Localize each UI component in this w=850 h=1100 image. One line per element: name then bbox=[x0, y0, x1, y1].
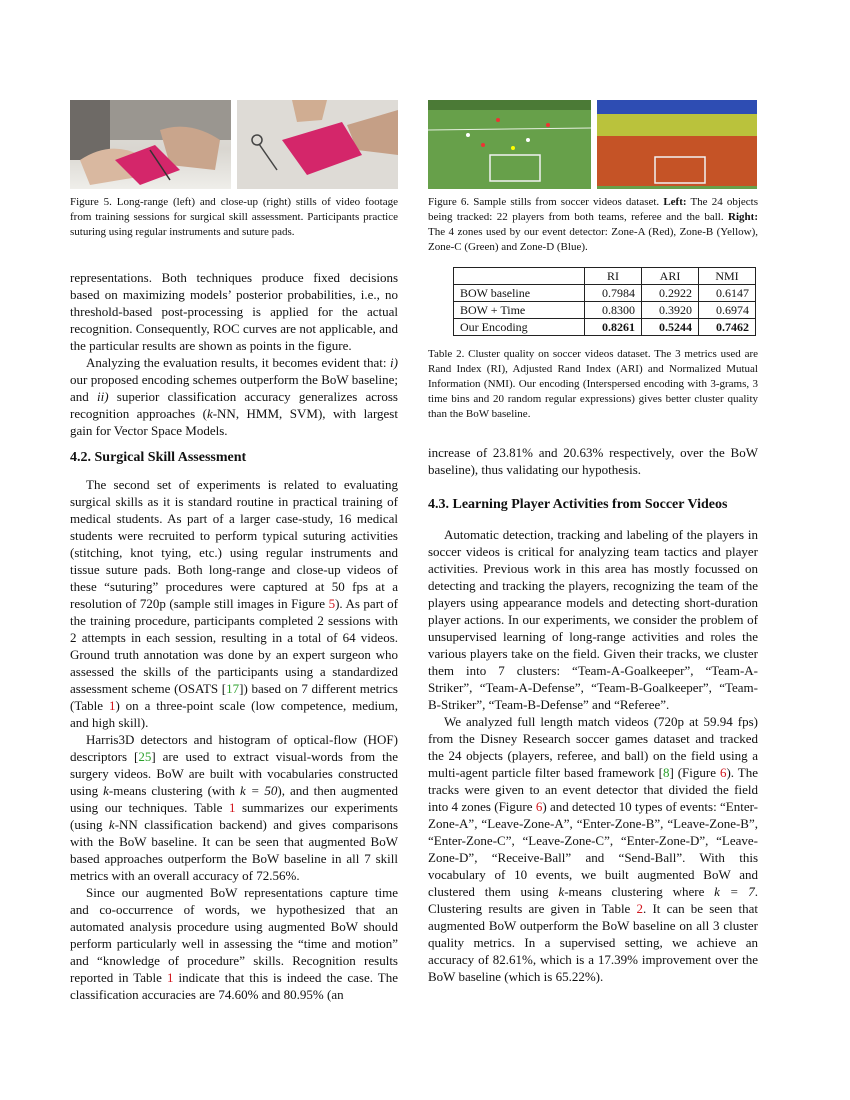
table-cell-nmi: 0.6974 bbox=[699, 302, 756, 319]
table-ref-link[interactable]: 1 bbox=[228, 800, 236, 815]
figure6-right-image bbox=[597, 100, 757, 189]
table-row bbox=[454, 319, 756, 336]
table-cell-ri: 0.8300 bbox=[585, 302, 642, 319]
table-header-cell: RI bbox=[585, 268, 642, 285]
left-column-bottom bbox=[70, 476, 398, 1003]
section-heading-4-2: 4.2. Surgical Skill Assessment bbox=[70, 450, 247, 465]
table-ref-link[interactable]: 1 bbox=[166, 970, 174, 985]
table-row bbox=[454, 302, 756, 319]
figure-ref-link[interactable]: 6 bbox=[535, 799, 543, 814]
figure-ref-link[interactable]: 5 bbox=[328, 596, 336, 611]
table-header-cell bbox=[454, 268, 585, 285]
paragraph-soccer-analysis: We analyzed full length match videos (720p at 59.94 fps) from the Disney Research soccer games dataset and tracked the 24 objects (players, referee, and ball) on the field using a multi-agent particle filter based framework [8] (Figure 6). The tracks were given to an event detector that divided the field into 4 zones (Figure 6) and detected 10 types of events: “Enter-Zone-A”, “Leave-Zone-A”, “Enter-Zone-B”, “Leave-Zone-B”, “Enter-Zone-C”, “Leave-Zone-C”, “Enter-Zone-D”, “Leave-Zone-D”, “Receive-Ball” and “Send-Ball”. With this vocabulary of 10 events, we built augmented BoW and clustered them using k-means clustering where k = 7. Clustering results are given in Table 2. It can be seen that augmented BoW outperform the BoW baseline on all 3 cluster quality metrics. In a supervised setting, we achieve an accuracy of 82.61%, which is a 17.39% improvement over the BoW baseline (which is 65.22%). bbox=[428, 714, 759, 984]
table-row-name: BOW + Time bbox=[454, 302, 585, 319]
paragraph-surgical-setup: The second set of experiments is related to evaluating surgical skills as it is standard routine in practical training of medical students. As part of a larger case-study, 16 medical students were recruited to perform typical suturing activities (stitching, knot tying, etc.) using regular instruments and tissue suture pads. Both long-range and close-up videos of these “suturing” procedures were captured at 50 fps at a resolution of 720p (sample still images in Figure 5). As part of the training procedure, participants completed 2 sessions with 2 attempts in each session, resulting in a total of 64 videos. Ground truth annotation was done by an expert surgeon who assessed the skills of the participants using a standardized assessment scheme (OSATS [17]) based on 7 different metrics (Table 1) on a three-point scale (low competence, medium, and high skill). bbox=[70, 477, 398, 730]
table-cell-nmi: 0.6147 bbox=[699, 285, 756, 302]
table-ref-link[interactable]: 1 bbox=[108, 698, 116, 713]
table-row bbox=[454, 285, 756, 302]
section-heading-4-3: 4.3. Learning Player Activities from Soccer Videos bbox=[428, 497, 728, 512]
figure5-right-image bbox=[237, 100, 398, 189]
table-header-row bbox=[454, 268, 756, 285]
table-row-name: BOW baseline bbox=[454, 285, 585, 302]
table-cell-ri: 0.8261 bbox=[585, 319, 642, 336]
paragraph-harris3d: Harris3D detectors and histogram of optical-flow (HOF) descriptors [25] are used to extract visual-words from the surgery videos. BoW are built with vocabularies constructed using k-means clustering (with k = 50), and then augmented using our techniques. Table 1 summarizes our experiments (using k-NN classification backend) and gives comparisons with the BoW baseline. It can be seen that augmented BoW based approaches outperform the BoW baseline in all 7 skill metrics with an overall accuracy of 72.56%. bbox=[70, 732, 399, 883]
table-row-name: Our Encoding bbox=[454, 319, 585, 336]
left-column-top bbox=[70, 269, 398, 439]
figure5-left-image bbox=[70, 100, 231, 189]
figure6-caption: Figure 6. Sample stills from soccer videos dataset. Left: The 24 objects being tracked: 22 players from both teams, referee and the ball. Right: The 4 zones used by our event detector: Zone-A (Red), Zone-B (Yellow), Zone-C (Green) and Zone-D (Blue). bbox=[428, 196, 758, 253]
table-cell-ri: 0.7984 bbox=[585, 285, 642, 302]
figure6-left-image bbox=[428, 100, 591, 189]
citation-link[interactable]: 17 bbox=[226, 681, 240, 696]
citation-link[interactable]: 25 bbox=[138, 749, 152, 764]
table-cell-ari: 0.2922 bbox=[642, 285, 699, 302]
table-header-cell: NMI bbox=[699, 268, 756, 285]
table-header-cell: ARI bbox=[642, 268, 699, 285]
figure-ref-link[interactable]: 6 bbox=[719, 765, 727, 780]
table-ref-link[interactable]: 2 bbox=[636, 901, 644, 916]
paragraph-soccer-intro: Automatic detection, tracking and labeling of the players in soccer videos is critical for analyzing team tactics and player activities. Previous work in this area has mostly focussed on detecting and tracking the players, recognizing the team of the players using appearance models and detecting short-duration player actions. In our experiments, we consider the problem of unsupervised learning of long-range activities and roles the various players take on the field. Given their tracks, we cluster them into 7 clusters: “Team-A-Goalkeeper”, “Team-A-Striker”, “Team-A-Defense”, “Team-B-Goalkeeper”, “Team-B-Striker”, “Team-B-Defense” and “Referee”. bbox=[428, 527, 758, 712]
table-cell-ari: 0.5244 bbox=[642, 319, 699, 336]
right-column-top bbox=[428, 444, 758, 478]
table-cell-nmi: 0.7462 bbox=[699, 319, 756, 336]
paragraph-evaluation: Analyzing the evaluation results, it becomes evident that: i) our proposed encoding schemes outperform the BoW baseline; and ii) superior classification accuracy generalizes across recognition approaches (k-NN, HMM, SVM), with largest gain for Vector Space Models. bbox=[70, 355, 398, 438]
table2-caption: Table 2. Cluster quality on soccer videos dataset. The 3 metrics used are Rand Index (RI), Adjusted Rand Index (ARI) and Normalized Mutual Information (NMI). Our encoding (Interspersed encoding with 3-grams, 3 time bins and 20 random regular expressions) gives better cluster quality than the BoW baseline. bbox=[428, 348, 758, 420]
citation-link[interactable]: 8 bbox=[662, 765, 670, 780]
table-cell-ari: 0.3920 bbox=[642, 302, 699, 319]
right-column-bottom bbox=[428, 526, 758, 985]
paragraph-increase: increase of 23.81% and 20.63% respectively, over the BoW baseline), thus validating our hypothesis. bbox=[428, 445, 758, 477]
paragraph-hypothesis: Since our augmented BoW representations capture time and co-occurrence of words, we hypothesized that an automated analysis procedure using augmented BoW should perform particularly well in assessing the “time and motion” and “knowledge of procedure” skills. Recognition results reported in Table 1 indicate that this is indeed the case. The classification accuracies are 74.60% and 80.95% (an bbox=[70, 885, 398, 1002]
figure5-caption: Figure 5. Long-range (left) and close-up (right) stills of video footage from training sessions for surgical skill assessment. Participants practice suturing using regular instruments and suture pads. bbox=[70, 196, 398, 238]
table2 bbox=[453, 267, 756, 336]
paragraph-representations: representations. Both techniques produce fixed decisions based on maximizing models’ posterior probabilities, i.e., no threshold-based post-processing is applied for the actual recognition. Consequently, ROC curves are not applicable, and the particular results are shown as points in the figure. bbox=[70, 270, 398, 353]
